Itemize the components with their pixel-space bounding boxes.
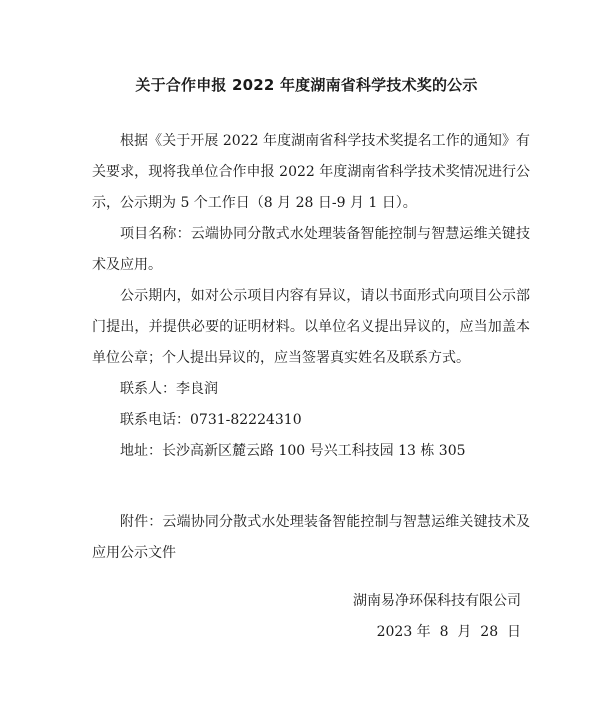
attachment-block bbox=[92, 507, 530, 569]
attachment-paragraph: 附件：云端协同分散式水处理装备智能控制与智慧运维关键技术及应用公示文件 bbox=[92, 514, 530, 561]
signature-date: 2023 年 8 月 28 日 bbox=[376, 624, 521, 640]
document-title: 关于合作申报 2022 年度湖南省科学技术奖的公示 bbox=[135, 76, 478, 94]
contact-person: 联系人：李良润 bbox=[120, 381, 218, 397]
signature-org: 湖南易净环保科技有限公司 bbox=[353, 593, 521, 609]
project-paragraph: 项目名称：云端协同分散式水处理装备智能控制与智慧运维关键技术及应用。 bbox=[92, 226, 530, 273]
objection-paragraph: 公示期内，如对公示项目内容有异议，请以书面形式向项目公示部门提出，并提供必要的证明材料。以单位名义提出异议的，应当加盖本单位公章；个人提出异议的，应当签署真实姓名及联系方式。 bbox=[92, 288, 530, 366]
address: 地址：长沙高新区麓云路 100 号兴工科技园 13 栋 305 bbox=[120, 443, 466, 459]
intro-paragraph: 根据《关于开展 2022 年度湖南省科学技术奖提名工作的通知》有关要求，现将我单位合作申报 2022 年度湖南省科学技术奖情况进行公示，公示期为 5 个工作日（8 月 28 日-9 月 1 日）。 bbox=[92, 133, 530, 211]
contact-phone: 联系电话：0731-82224310 bbox=[120, 412, 302, 428]
document-body bbox=[92, 126, 530, 467]
